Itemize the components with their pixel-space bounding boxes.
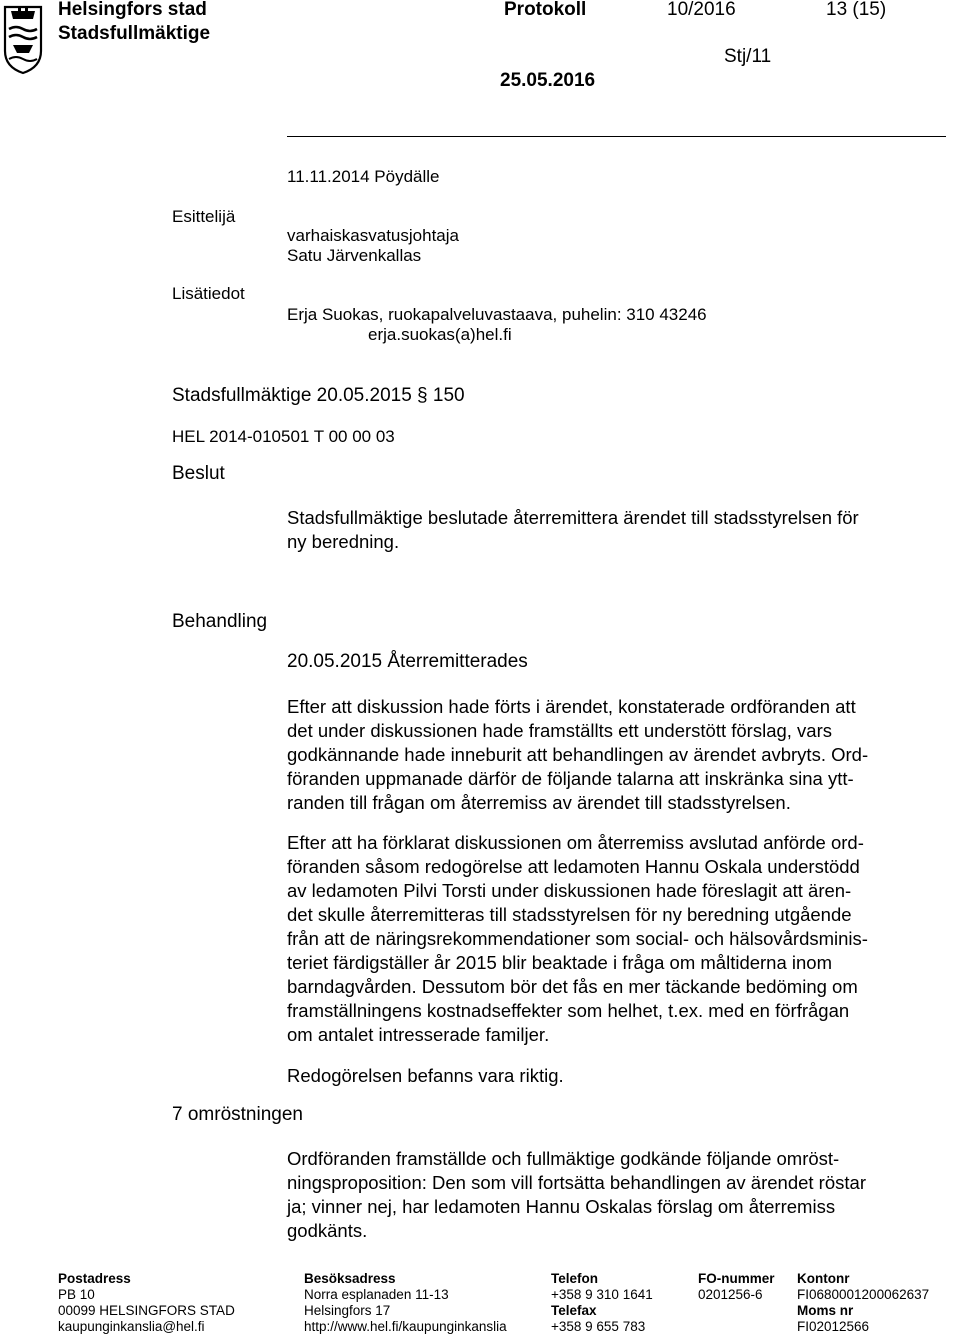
paragraph-3 (287, 1064, 947, 1088)
header-doc-no: 10/2016 (667, 0, 736, 20)
footer-label: Telefax (551, 1303, 597, 1318)
text-line: föranden uppmanade därför de följande talarna att inskränka sina ytt- (287, 768, 854, 789)
text-line: Efter att ha förklarat diskussionen om återremiss avslutad anförde ord- (287, 832, 864, 853)
text-line: ja; vinner nej, har ledamoten Hannu Oskalas förslag om återremiss (287, 1196, 836, 1217)
text-line: om antalet intresserade familjer. (287, 1024, 550, 1045)
footer-value: FI0680001200062637 (797, 1287, 930, 1302)
footer-value: PB 10 (58, 1287, 95, 1302)
footer-value: +358 9 310 1641 (551, 1287, 653, 1302)
text-line: ningsproposition: Den som vill fortsätta behandlingen av ärendet röstar (287, 1172, 866, 1193)
text-line: av ledamoten Pilvi Torsti under diskussionen hade föreslagit att ären- (287, 880, 852, 901)
footer-value: 00099 HELSINGFORS STAD (58, 1303, 235, 1318)
footer-value: FI02012566 (797, 1319, 870, 1334)
text-line: föranden såsom redogörelse att ledamoten Hannu Oskala understödd (287, 856, 860, 877)
text-line: det skulle återremitteras till stadsstyrelsen för ny beredning utgående (287, 904, 852, 925)
text-line: godkännande hade inneburit att behandlingen av ärendet avbryts. Ord- (287, 744, 869, 765)
footer-email-link[interactable]: kaupunginkanslia@hel.fi (58, 1319, 205, 1334)
beslut-label: Beslut (172, 463, 225, 484)
footer-postadress (58, 1271, 235, 1335)
header-doc-type: Protokoll (504, 0, 587, 20)
city-crest-logo (3, 3, 43, 75)
footer-web-link[interactable]: http://www.hel.fi/kaupunginkanslia (304, 1319, 507, 1334)
text-line: framställningens kostnadseffekter som helhet, t.ex. med en förfrågan (287, 1000, 850, 1021)
lisatiedot-label: Lisätiedot (172, 284, 245, 303)
text-line: godkänts. (287, 1220, 368, 1241)
esittelija-label: Esittelijä (172, 207, 236, 226)
footer-value: Helsingfors 17 (304, 1303, 391, 1318)
lisatiedot-line-1: Erja Suokas, ruokapalveluvastaava, puhelin: 310 43246 (287, 305, 707, 324)
hel-number: HEL 2014-010501 T 00 00 03 (172, 427, 395, 446)
footer-label: Kontonr (797, 1271, 850, 1286)
paragraph-2 (287, 831, 947, 1047)
text-line: randen till frågan om återremiss av ärendet till stadsstyrelsen. (287, 792, 791, 813)
footer-telefon (551, 1271, 653, 1335)
footer-value: +358 9 655 783 (551, 1319, 646, 1334)
esittelija-line-1: varhaiskasvatusjohtaja (287, 226, 459, 245)
header-city: Helsingfors stad (58, 0, 207, 20)
footer-label: Besöksadress (304, 1271, 396, 1286)
footer-label: Moms nr (797, 1303, 854, 1318)
footer-label: FO-nummer (698, 1271, 775, 1286)
footer-fonummer (698, 1271, 775, 1303)
footer-value: 0201256-6 (698, 1287, 763, 1302)
paragraph-4 (287, 1147, 947, 1243)
text-line: Redogörelsen befanns vara riktig. (287, 1065, 564, 1086)
footer-besoksadress (304, 1271, 507, 1335)
behandling-label: Behandling (172, 611, 268, 632)
esittelija-line-2: Satu Järvenkallas (287, 246, 422, 265)
text-line: från att de näringsrekommendationer som social- och hälsovårdsminis- (287, 928, 868, 949)
header-divider (287, 136, 946, 137)
header-page: 13 (15) (826, 0, 887, 20)
footer-label: Telefon (551, 1271, 598, 1286)
paragraph-1 (287, 695, 947, 815)
beslut-line: ny beredning. (287, 531, 400, 552)
poydalle-line: 11.11.2014 Pöydälle (287, 167, 440, 186)
footer-label: Postadress (58, 1271, 131, 1286)
footer-value: Norra esplanaden 11-13 (304, 1287, 449, 1302)
text-line: Ordföranden framställde och fullmäktige godkände följande omröst- (287, 1148, 840, 1169)
text-line: det under diskussionen hade framställts ett understött förslag, vars (287, 720, 833, 741)
omrostning-label: 7 omröstningen (172, 1104, 303, 1125)
text-line: teriet färdigställer år 2015 blir beaktade i fråga om måltiderna inom (287, 952, 833, 973)
aterremitterades-line: 20.05.2015 Återremitterades (287, 651, 528, 672)
text-line: Efter att diskussion hade förts i ärendet, konstaterade ordföranden att (287, 696, 856, 717)
footer-kontonr (797, 1271, 929, 1335)
header-date: 25.05.2016 (500, 70, 596, 91)
beslut-line: Stadsfullmäktige beslutade återremittera ärendet till stadsstyrelsen för (287, 507, 859, 528)
header-council: Stadsfullmäktige (58, 23, 211, 44)
lisatiedot-email[interactable]: erja.suokas(a)hel.fi (368, 325, 512, 344)
header-section: Stj/11 (724, 46, 772, 67)
decision-heading: Stadsfullmäktige 20.05.2015 § 150 (172, 385, 465, 406)
text-line: barndagvården. Dessutom bör det fås en mer täckande bedöming om (287, 976, 858, 997)
beslut-text (287, 506, 947, 554)
